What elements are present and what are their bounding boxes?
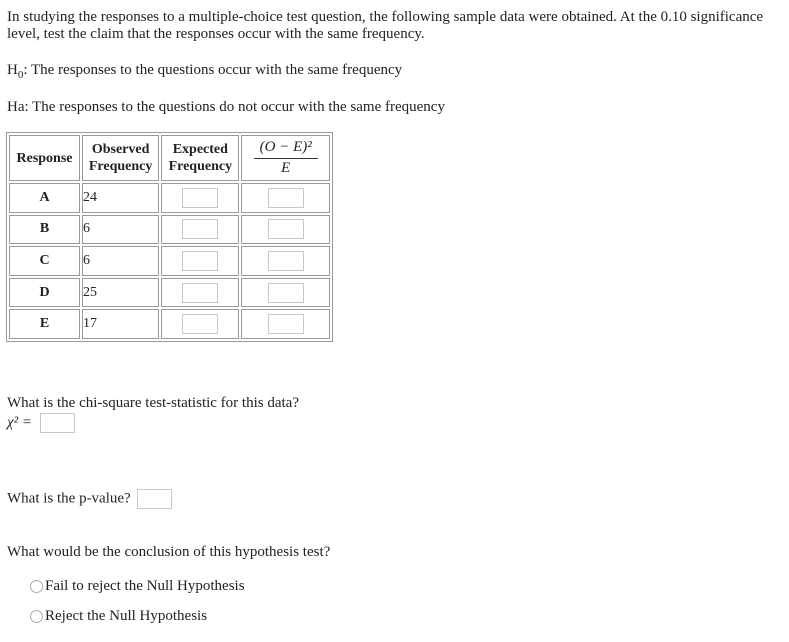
h0-text: : The responses to the questions occur with the same frequency: [23, 62, 403, 78]
chi-component-input[interactable]: [268, 314, 304, 334]
chi-component-cell: [241, 215, 330, 245]
observed-cell: 6: [82, 215, 159, 245]
table-row: [9, 246, 330, 276]
table-row: [9, 309, 330, 339]
header-observed: Observed Frequency: [82, 135, 159, 181]
chi-component-input[interactable]: [268, 283, 304, 303]
option-fail-to-reject[interactable]: [30, 578, 245, 595]
header-chi-component: [241, 135, 330, 181]
p-value-question: What is the p-value?: [7, 490, 131, 507]
radio-reject[interactable]: [30, 610, 43, 623]
chi-component-cell: [241, 309, 330, 339]
observed-cell: 6: [82, 246, 159, 276]
formula-numerator: (O − E)²: [254, 139, 318, 159]
expected-cell: [161, 309, 239, 339]
header-expected: Expected Frequency: [161, 135, 239, 181]
expected-input[interactable]: [182, 283, 218, 303]
chi-component-cell: [241, 278, 330, 308]
option-reject[interactable]: [30, 608, 207, 625]
expected-input[interactable]: [182, 188, 218, 208]
conclusion-question: What would be the conclusion of this hypothesis test?: [7, 544, 331, 560]
option-fail-to-reject-label: Fail to reject the Null Hypothesis: [45, 578, 245, 594]
null-hypothesis: [7, 62, 402, 81]
response-cell: E: [9, 309, 80, 339]
h0-subscript: 0: [17, 69, 24, 81]
observed-cell: 17: [82, 309, 159, 339]
expected-input[interactable]: [182, 314, 218, 334]
option-reject-label: Reject the Null Hypothesis: [45, 608, 208, 624]
p-value-row: [7, 489, 172, 509]
expected-cell: [161, 246, 239, 276]
response-cell: D: [9, 278, 80, 308]
response-cell: B: [9, 215, 80, 245]
h0-symbol: H: [7, 62, 18, 78]
header-response: Response: [9, 135, 80, 181]
expected-input[interactable]: [182, 251, 218, 271]
expected-cell: [161, 215, 239, 245]
chi-component-cell: [241, 183, 330, 213]
chi-component-input[interactable]: [268, 219, 304, 239]
chi-square-answer-row: [7, 413, 75, 433]
formula-fraction: [254, 139, 318, 177]
table-row: [9, 278, 330, 308]
chi-component-input[interactable]: [268, 188, 304, 208]
response-cell: A: [9, 183, 80, 213]
table-row: [9, 215, 330, 245]
expected-input[interactable]: [182, 219, 218, 239]
p-value-input[interactable]: [137, 489, 172, 509]
expected-cell: [161, 183, 239, 213]
radio-fail-to-reject[interactable]: [30, 580, 43, 593]
chi-square-input[interactable]: [40, 413, 75, 433]
frequency-table: [6, 132, 333, 342]
question-intro: In studying the responses to a multiple-choice test question, the following sample data were obtained. At the 0.10 significance level, test the claim that the responses occur with the same frequency.: [7, 9, 764, 42]
observed-cell: 24: [82, 183, 159, 213]
observed-cell: 25: [82, 278, 159, 308]
chi-square-question: What is the chi-square test-statistic for this data?: [7, 395, 299, 411]
chi-square-label: χ² =: [7, 414, 32, 431]
expected-cell: [161, 278, 239, 308]
response-cell: C: [9, 246, 80, 276]
chi-component-input[interactable]: [268, 251, 304, 271]
alternative-hypothesis: Ha: The responses to the questions do not occur with the same frequency: [7, 99, 445, 115]
formula-denominator: E: [281, 160, 291, 176]
chi-component-cell: [241, 246, 330, 276]
table-row: [9, 183, 330, 213]
